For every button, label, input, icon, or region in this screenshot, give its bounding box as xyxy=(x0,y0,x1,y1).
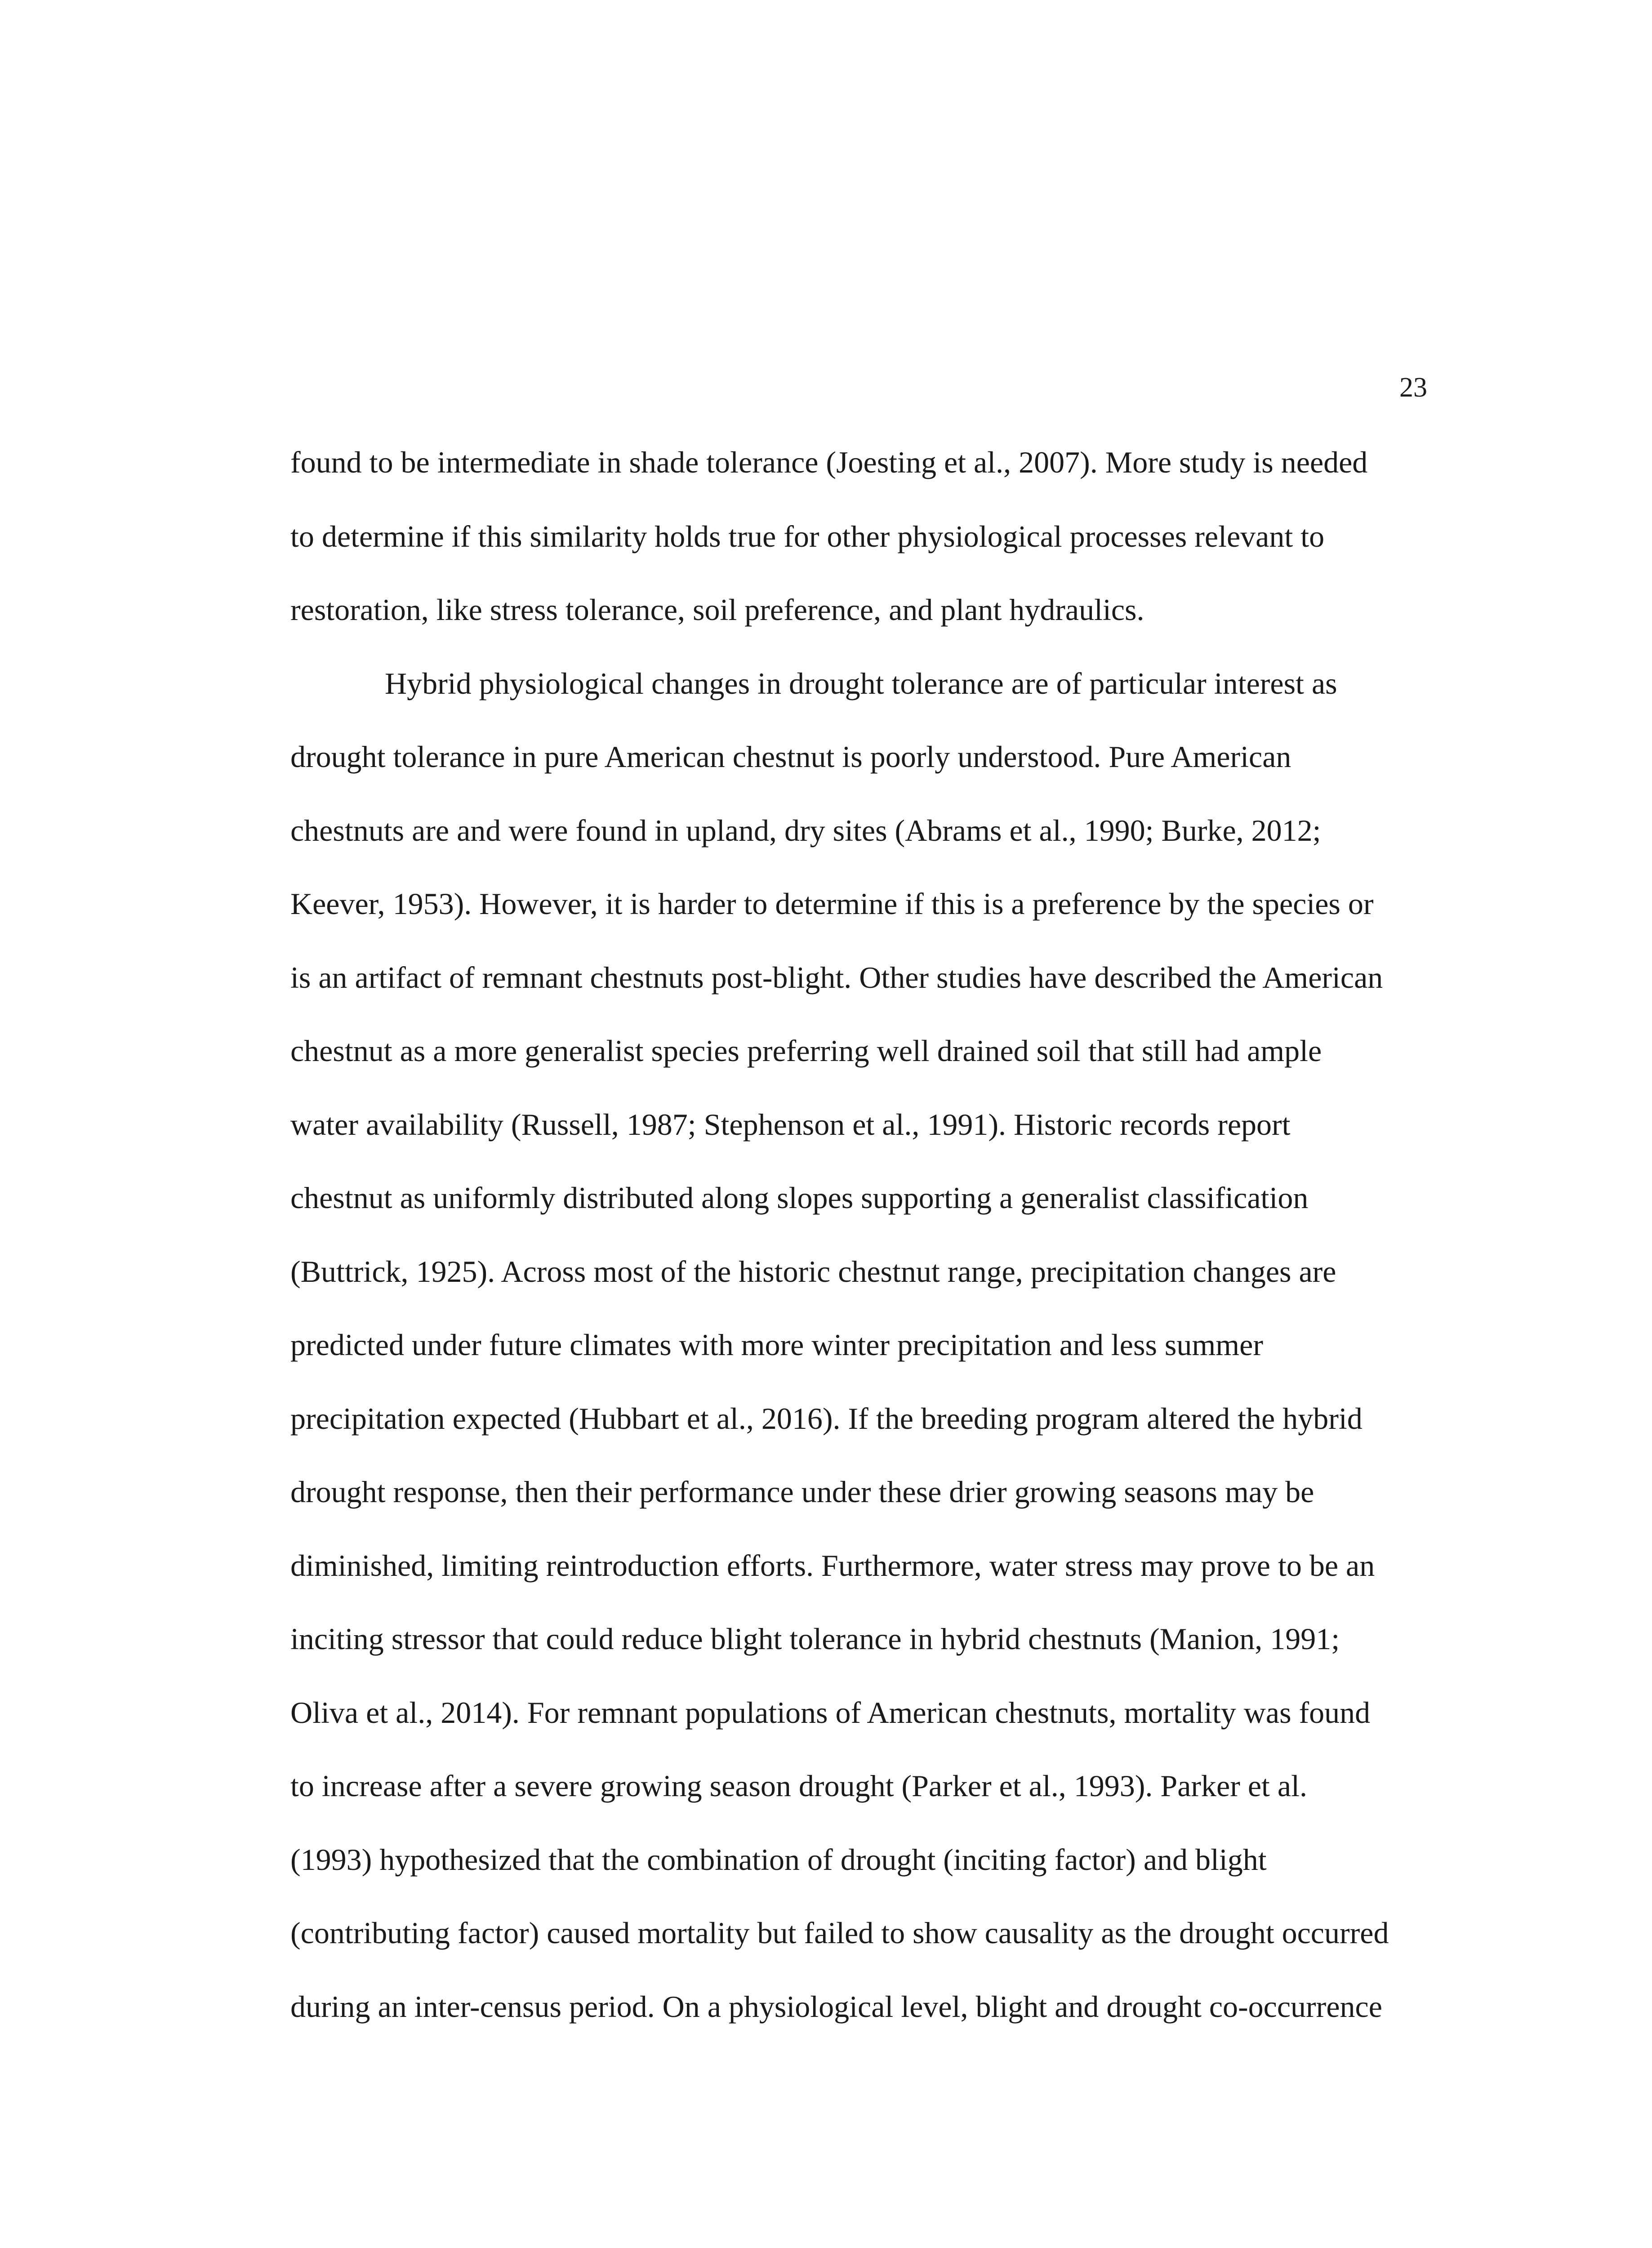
text-line: (Buttrick, 1925). Across most of the historic chestnut range, precipitation changes are xyxy=(290,1254,1336,1289)
text-line: chestnut as uniformly distributed along slopes supporting a generalist classification xyxy=(290,1181,1309,1215)
text-line: (contributing factor) caused mortality but failed to show causality as the drought occurred xyxy=(290,1916,1389,1950)
text-line: predicted under future climates with more winter precipitation and less summer xyxy=(290,1328,1263,1362)
text-line: chestnut as a more generalist species preferring well drained soil that still had ample xyxy=(290,1034,1322,1068)
text-line: to increase after a severe growing season drought (Parker et al., 1993). Parker et al. xyxy=(290,1769,1307,1803)
text-line: precipitation expected (Hubbart et al., 2016). If the breeding program altered the hybrid xyxy=(290,1401,1363,1436)
text-line: diminished, limiting reintroduction efforts. Furthermore, water stress may prove to be an xyxy=(290,1548,1375,1583)
text-line: during an inter-census period. On a physiological level, blight and drought co-occurrence xyxy=(290,1989,1382,2024)
text-line: water availability (Russell, 1987; Stephenson et al., 1991). Historic records report xyxy=(290,1107,1291,1142)
text-line: Hybrid physiological changes in drought tolerance are of particular interest as xyxy=(385,666,1337,700)
text-line: (1993) hypothesized that the combination of drought (inciting factor) and blight xyxy=(290,1842,1267,1877)
text-line: is an artifact of remnant chestnuts post-blight. Other studies have described the American xyxy=(290,960,1383,995)
text-line: found to be intermediate in shade tolerance (Joesting et al., 2007). More study is needed xyxy=(290,445,1368,479)
text-line: restoration, like stress tolerance, soil preference, and plant hydraulics. xyxy=(290,593,1144,627)
text-line: chestnuts are and were found in upland, dry sites (Abrams et al., 1990; Burke, 2012; xyxy=(290,813,1321,847)
text-line: Keever, 1953). However, it is harder to determine if this is a preference by the species or xyxy=(290,887,1374,921)
text-line: Oliva et al., 2014). For remnant populations of American chestnuts, mortality was found xyxy=(290,1695,1371,1730)
text-line: to determine if this similarity holds true for other physiological processes relevant to xyxy=(290,519,1325,553)
text-line: inciting stressor that could reduce blight tolerance in hybrid chestnuts (Manion, 1991; xyxy=(290,1622,1340,1656)
text-line: drought response, then their performance under these drier growing seasons may be xyxy=(290,1475,1314,1509)
text-line: drought tolerance in pure American chestnut is poorly understood. Pure American xyxy=(290,740,1291,774)
page-number: 23 xyxy=(1399,372,1427,403)
